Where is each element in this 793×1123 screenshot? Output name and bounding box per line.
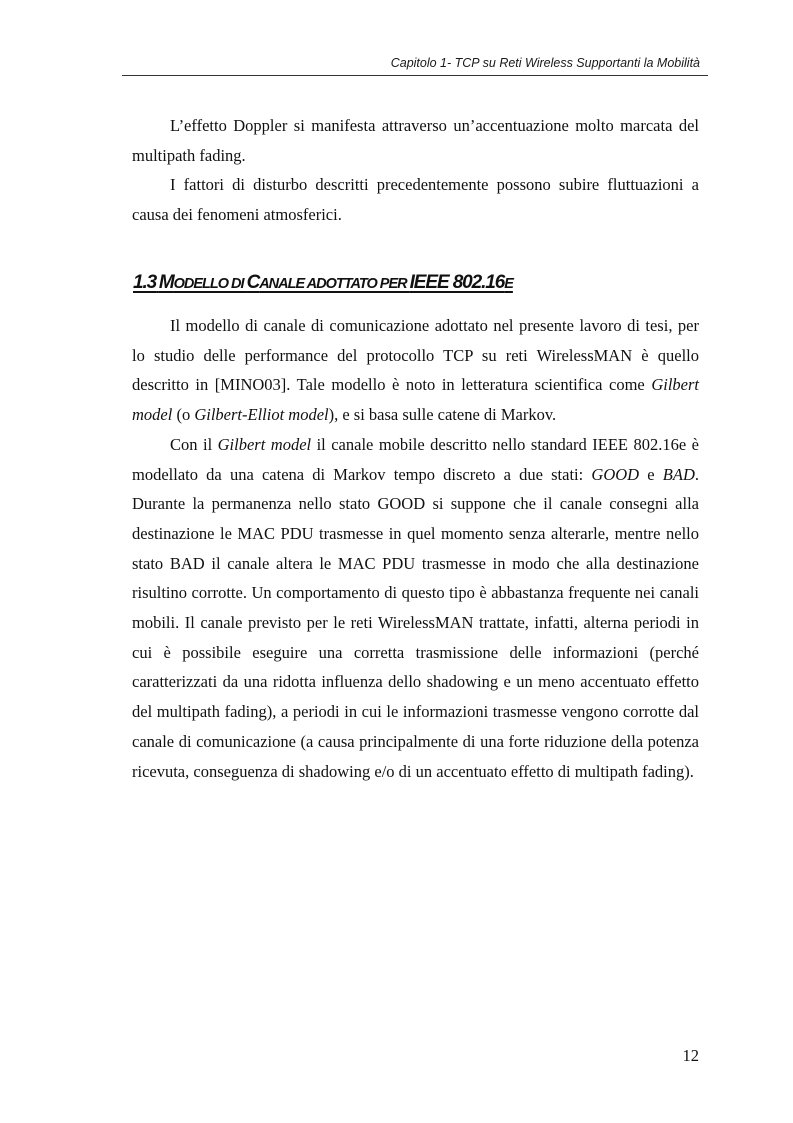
body-text-run: (o [172, 405, 195, 425]
body-text-run: il canale mobile descritto nello standard IEEE 802.16e è modellato da una catena di Markov tempo discreto a due stati: [132, 434, 699, 484]
section-title-part: M [158, 272, 174, 293]
body-text-run: e [639, 464, 663, 484]
body-text-run: Con il [170, 434, 218, 454]
intro-paragraph-1: L’effetto Doppler si manifesta attraverso un’accentuazione molto marcata del multipath fading. [132, 116, 699, 165]
intro-text [132, 111, 699, 230]
intro-paragraph-2: I fattori di disturbo descritti precedentemente possono subire fluttuazioni a causa dei fenomeni atmosferici. [132, 175, 699, 225]
section-title-part: ANALE ADOTTATO PER [259, 276, 410, 292]
body-text-run: . Durante la permanenza nello stato GOOD si suppone che il canale consegni alla destinazione le MAC PDU trasmesse in quel momento senza alterarle, mentre nello stato BAD il canale altera le MAC PDU trasmesse in modo che alla destinazione risultino corrotte. Un comportamento di questo tipo è abbastanza frequente nei canali mobili. Il canale previsto per le reti WirelessMAN trattate, infatti, alterna periodi in cui è possibile eseguire una corretta trasmissione delle informazioni (perché caratterizzati da una ridotta influenza dello shadowing e un meno accentuato effetto del multipath fading), a periodi in cui le informazioni trasmesse vengono corrotte dal canale di comunicazione (a causa principalmente di una forte riduzione della potenza ricevuta, conseguenza di shadowing e/o di un accentuato effetto di multipath fading). [132, 464, 699, 781]
body-text-run: Il modello di canale di comunicazione adottato nel presente lavoro di tesi, per lo studio delle performance del protocollo TCP su reti WirelessMAN è quello descritto in [MINO03]. Tale modello è noto in letteratura scientifica come [132, 316, 699, 395]
section-body [132, 311, 699, 786]
section-title-part: IEEE 802.16 [409, 272, 505, 293]
body-italic-run: Gilbert model [132, 375, 699, 425]
body-italic-run: Gilbert-Elliot model [194, 405, 329, 425]
running-header [122, 55, 708, 76]
page-number: 12 [682, 1046, 699, 1065]
body-paragraph-1 [132, 311, 699, 430]
section-heading [133, 272, 513, 294]
body-italic-run: Gilbert model [217, 434, 312, 454]
body-italic-run: GOOD [591, 464, 640, 484]
body-paragraph-2 [132, 430, 699, 786]
body-text-run: ), e si basa sulle catene di Markov. [328, 405, 557, 425]
running-header-title: Capitolo 1- TCP su Reti Wireless Supportanti la Mobilità [390, 56, 700, 70]
body-italic-run: BAD [662, 464, 695, 484]
section-title-part: E [504, 276, 513, 292]
section-number: 1.3 [133, 272, 157, 293]
section-title-part: ODELLO DI [173, 276, 247, 292]
section-title-part: C [246, 272, 260, 293]
